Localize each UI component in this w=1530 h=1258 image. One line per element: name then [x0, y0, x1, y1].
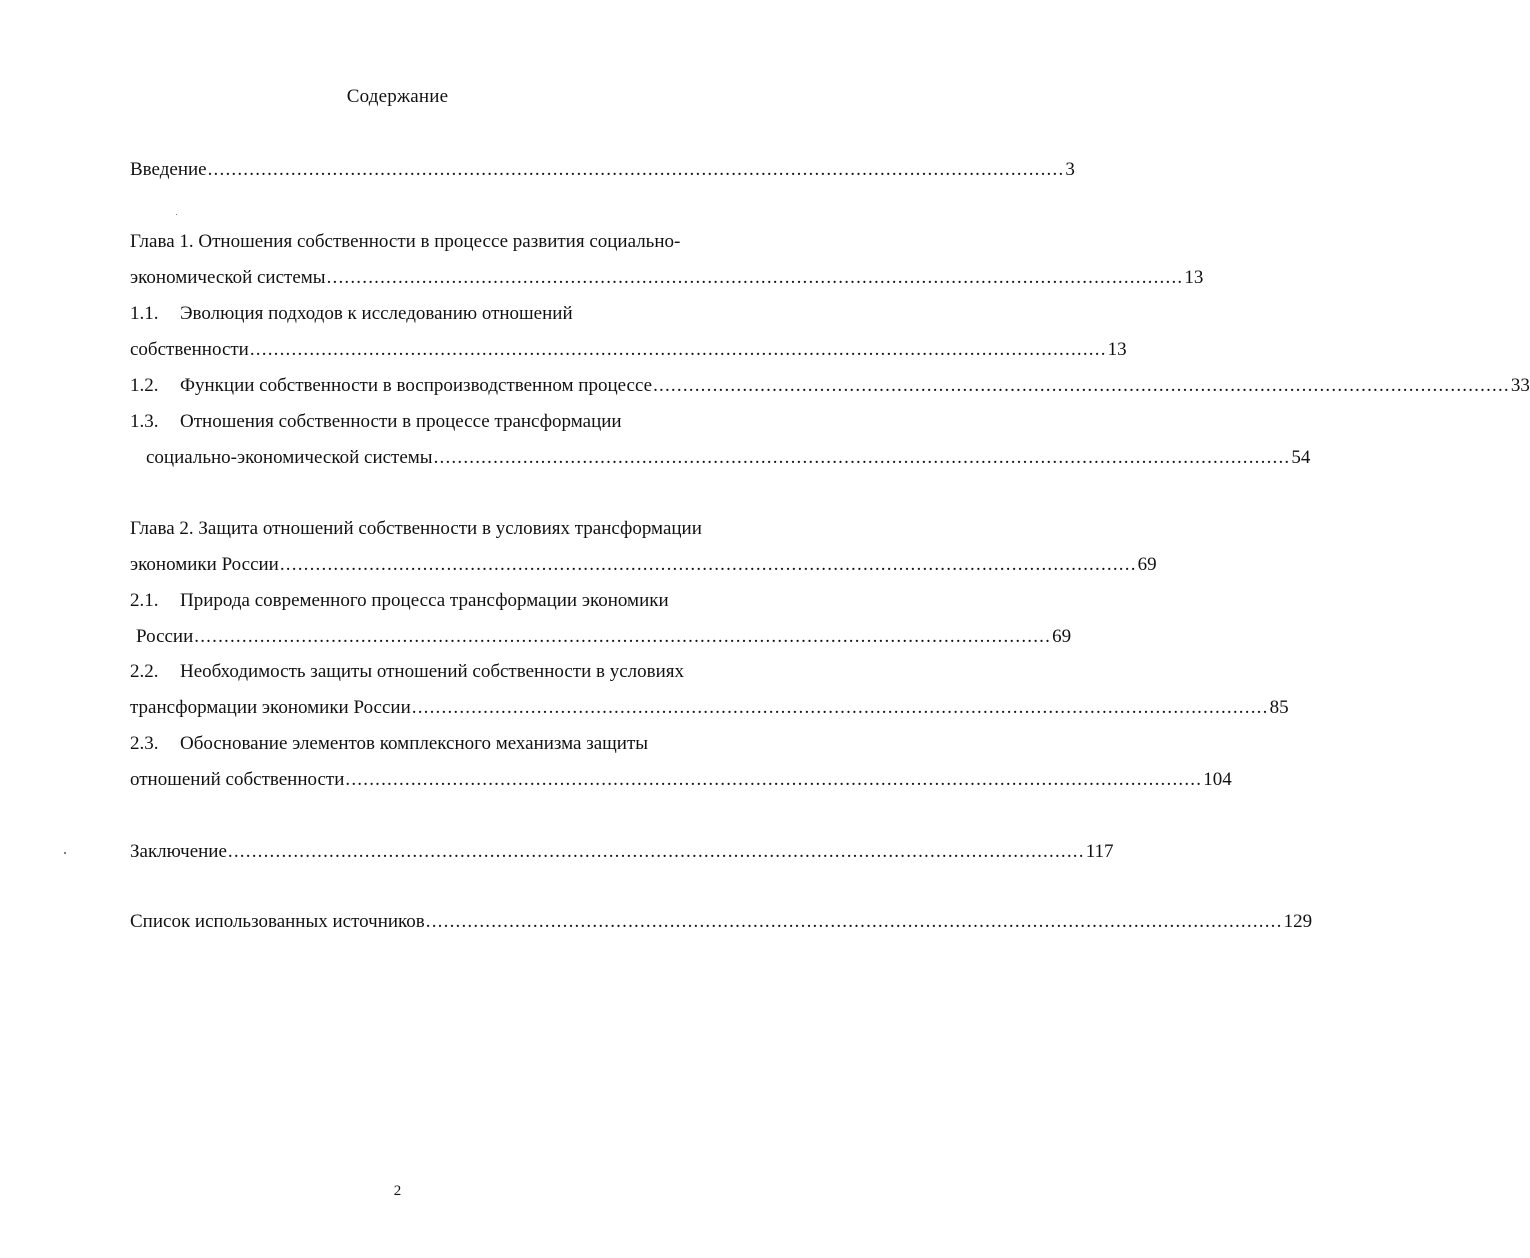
toc-label: Введение — [130, 159, 207, 180]
section-title: Природа современного процесса трансформации экономики — [180, 590, 669, 611]
toc-page-number: 104 — [1203, 769, 1232, 790]
toc-entry-section-1-2 — [130, 374, 1530, 398]
toc-section-1-1-line1 — [130, 302, 573, 326]
section-number: 1.2. — [130, 375, 159, 396]
toc-page-number: 3 — [1065, 159, 1075, 180]
toc-label: России — [136, 626, 194, 647]
toc-section-1-3-line1 — [130, 410, 622, 434]
section-number: 2.1. — [130, 590, 159, 611]
section-number: 2.3. — [130, 733, 159, 754]
page-title: Содержание — [346, 86, 449, 107]
toc-entry-section-1-1 — [130, 338, 1127, 362]
toc-entry-intro — [130, 158, 1075, 182]
toc-label: Список использованных источников — [130, 911, 425, 932]
toc-label: экономики России — [130, 554, 279, 575]
toc-page-number: 85 — [1269, 697, 1289, 718]
toc-page-number: 129 — [1283, 911, 1313, 932]
leader-dots: ................................................................................................................................................ — [194, 626, 1052, 647]
section-title: Необходимость защиты отношений собственности в условиях — [180, 661, 685, 682]
leader-dots: ................................................................................................................................................ — [425, 911, 1283, 932]
section-title: Обоснование элементов комплексного механизма защиты — [180, 733, 649, 754]
section-number: 2.2. — [130, 661, 159, 682]
toc-page-number: 69 — [1052, 626, 1072, 647]
leader-dots: ................................................................................................................................................ — [279, 554, 1137, 575]
toc-entry-chapter-1 — [130, 266, 1204, 290]
toc-page-number: 13 — [1107, 339, 1127, 360]
toc-chapter-2-line1: Глава 2. Защита отношений собственности в условиях трансформации — [130, 518, 702, 539]
section-number: 1.1. — [130, 303, 159, 324]
toc-label: экономической системы — [130, 267, 326, 288]
leader-dots: ................................................................................................................................................ — [326, 267, 1184, 288]
leader-dots: ................................................................................................................................................ — [227, 841, 1085, 862]
toc-entry-sources — [130, 910, 1313, 934]
toc-entry-chapter-2 — [130, 553, 1157, 577]
section-title: Отношения собственности в процессе трансформации — [180, 411, 622, 432]
toc-entry-section-1-3 — [146, 446, 1311, 470]
toc-entry-section-2-1 — [136, 625, 1072, 649]
toc-entry-section-2-2 — [130, 696, 1289, 720]
toc-section-2-3-line1 — [130, 732, 648, 756]
toc-entry-section-2-3 — [130, 768, 1232, 792]
toc-section-2-1-line1 — [130, 589, 669, 613]
page-number: 2 — [393, 1183, 402, 1199]
leader-dots: ................................................................................................................................................ — [653, 375, 1510, 396]
toc-label: трансформации экономики России — [130, 697, 411, 718]
section-number: 1.3. — [130, 411, 159, 432]
leader-dots: ................................................................................................................................................ — [411, 697, 1269, 718]
toc-page-number: 69 — [1137, 554, 1157, 575]
toc-label: социально-экономической системы — [146, 447, 433, 468]
toc-page-number: 13 — [1184, 267, 1204, 288]
leader-dots: ................................................................................................................................................ — [207, 159, 1065, 180]
toc-page-number: 33 — [1510, 375, 1530, 396]
scan-speck — [176, 214, 177, 215]
toc-entry-conclusion — [130, 840, 1114, 864]
toc-label: Функции собственности в воспроизводственном процессе — [180, 375, 653, 396]
toc-label: собственности — [130, 339, 249, 360]
toc-label: отношений собственности — [130, 769, 345, 790]
toc-page-number: 117 — [1085, 841, 1114, 862]
leader-dots: ................................................................................................................................................ — [433, 447, 1291, 468]
toc-chapter-1-line1: Глава 1. Отношения собственности в процессе развития социально- — [130, 231, 681, 252]
leader-dots: ................................................................................................................................................ — [249, 339, 1107, 360]
leader-dots: ................................................................................................................................................ — [345, 769, 1203, 790]
section-title: Эволюция подходов к исследованию отношений — [180, 303, 573, 324]
toc-label: Заключение — [130, 841, 227, 862]
scan-speck — [64, 852, 66, 854]
toc-section-2-2-line1 — [130, 660, 684, 684]
toc-page-number: 54 — [1291, 447, 1311, 468]
